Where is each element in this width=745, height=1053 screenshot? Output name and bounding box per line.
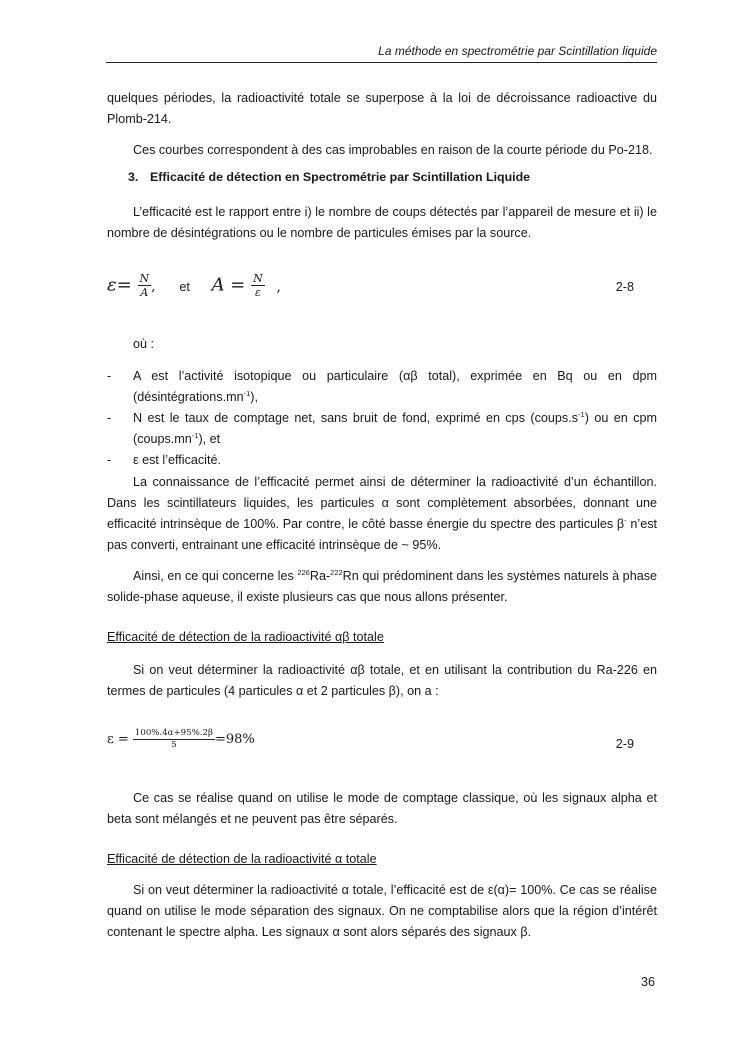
epsilon-equals: ε = xyxy=(107,732,129,747)
paragraph-text: Ainsi, en ce qui concerne les xyxy=(133,569,298,583)
equation-number-2-8: 2-8 xyxy=(615,280,634,294)
result: =98% xyxy=(214,732,255,747)
paragraph-ra-rn xyxy=(107,566,657,608)
comma: , xyxy=(151,278,156,295)
et-connector: et xyxy=(179,279,190,294)
page-number: 36 xyxy=(640,975,655,989)
superscript: -1 xyxy=(243,389,251,398)
fraction-n-over-epsilon xyxy=(251,272,265,299)
equation-2-8 xyxy=(107,272,281,299)
section-number: 3. xyxy=(128,170,139,184)
superscript-2: -1 xyxy=(191,431,199,440)
epsilon-symbol: ε xyxy=(107,274,117,296)
list-text: ε est l’efficacité. xyxy=(133,453,221,467)
equals-sign-2: = xyxy=(230,274,246,296)
list-text-mid: ) ou en cpm (coups.mn xyxy=(133,411,658,446)
paragraph-text-end: Rn qui prédominent dans les systèmes naturels à phase solide-phase aqueuse, il existe plusieurs cas que nous allons présenter. xyxy=(107,569,657,604)
list-text-end: ), xyxy=(250,390,258,404)
equation-number-2-9: 2-9 xyxy=(615,737,634,751)
paragraph-efficiency-definition: L’efficacité est le rapport entre i) le nombre de coups détectés par l’appareil de mesure et ii) le nombre de désintégrations ou le nombre de particules émises par la source. xyxy=(107,205,657,240)
header-divider xyxy=(106,62,657,63)
superscript: - xyxy=(624,516,627,525)
denominator: 5 xyxy=(171,740,177,750)
list-bullet: - xyxy=(107,453,112,467)
numerator: N xyxy=(139,272,150,285)
paragraph-text-mid: Ra- xyxy=(309,569,331,583)
list-item xyxy=(107,450,657,471)
numerator-2: N xyxy=(253,272,263,285)
list-item xyxy=(107,408,657,450)
paragraph-text-end: n’est pas converti, entrainant une efficacité intrinsèque de ~ 95%. xyxy=(107,517,657,552)
list-bullet: - xyxy=(107,369,112,383)
definitions-list xyxy=(107,366,657,471)
running-header: La méthode en spectrométrie par Scintillation liquide xyxy=(378,44,657,58)
paragraph-curves: Ces courbes correspondent à des cas improbables en raison de la courte période du Po-218. xyxy=(133,143,653,157)
section-heading xyxy=(128,170,530,184)
superscript-ra: 226 xyxy=(297,568,310,577)
denominator: A xyxy=(140,286,149,299)
comma-2: , xyxy=(276,278,281,295)
paragraph-alpha-beta-total: Si on veut déterminer la radioactivité αβ totale, et en utilisant la contribution du Ra-226 en termes de particules (4 particules α et 2 particules β), on a : xyxy=(107,663,657,698)
equation-2-9 xyxy=(107,728,255,751)
where-label: où : xyxy=(133,337,155,351)
denominator-2: ε xyxy=(254,286,261,299)
paragraph-alpha-total: Si on veut déterminer la radioactivité α totale, l’efficacité est de ε(α)= 100%. Ce cas se réalise quand on utilise le mode séparation des signaux. On ne comptabilise alors que la région d’intérêt contenant le spectre alpha. Les signaux α sont alors séparés des signaux β. xyxy=(107,883,657,939)
list-bullet: - xyxy=(107,411,112,425)
subheading-alpha-beta: Efficacité de détection de la radioactivité αβ totale xyxy=(107,630,384,644)
subheading-alpha: Efficacité de détection de la radioactivité α totale xyxy=(107,852,377,866)
equals-sign: = xyxy=(116,274,132,296)
paragraph-text: La connaissance de l’efficacité permet ainsi de déterminer la radioactivité d’un échantillon. Dans les scintillateurs liquides, les particules α sont complètement absorbées, donnant une efficacité intrinsèque de 100%. Par contre, le côté basse énergie du spectre des particules β xyxy=(107,475,657,531)
paragraph-continuation: quelques périodes, la radioactivité totale se superpose à la loi de décroissance radioactive du Plomb-214. xyxy=(107,91,657,126)
list-text: N est le taux de comptage net, sans bruit de fond, exprimé en cps (coups.s xyxy=(133,411,579,425)
paragraph-classic-mode: Ce cas se réalise quand on utilise le mode de comptage classique, où les signaux alpha et beta sont mélangés et ne peuvent pas être séparés. xyxy=(107,791,657,826)
list-item xyxy=(107,366,657,408)
list-text: A est l’activité isotopique ou particulaire (αβ total), exprimée en Bq ou en dpm (désintégrations.mn xyxy=(133,369,657,404)
numerator: 100%.4α+95%.2β xyxy=(134,728,213,738)
list-text-end: ), et xyxy=(198,432,221,446)
paragraph-efficiency-knowledge xyxy=(107,472,657,556)
superscript-rn: 222 xyxy=(330,568,343,577)
fraction-n-over-a xyxy=(138,272,152,299)
activity-symbol: A xyxy=(211,274,225,296)
section-title: Efficacité de détection en Spectrométrie par Scintillation Liquide xyxy=(150,170,531,184)
superscript: -1 xyxy=(578,410,585,419)
fraction-efficiency xyxy=(133,728,215,751)
